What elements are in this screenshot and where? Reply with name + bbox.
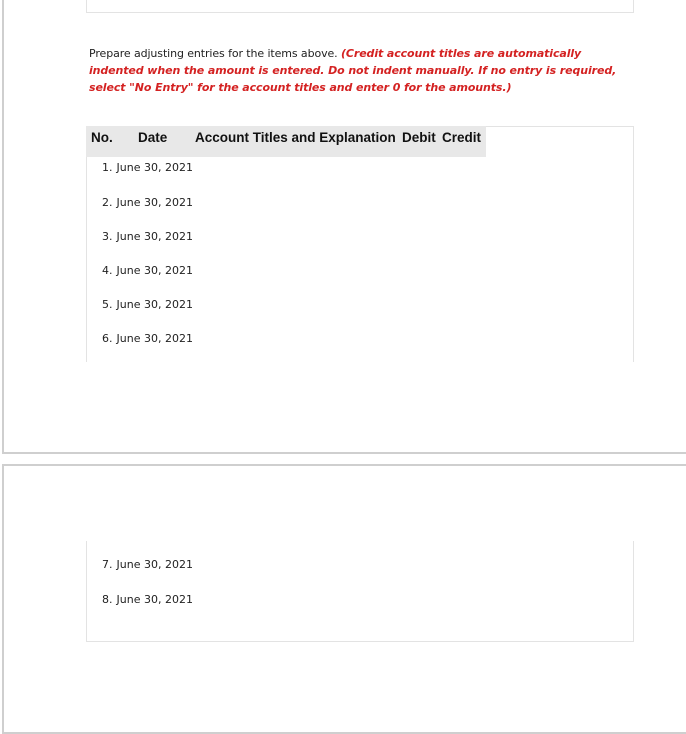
table-row bbox=[102, 558, 193, 571]
row-number: 5. bbox=[102, 298, 113, 311]
row-number: 6. bbox=[102, 332, 113, 345]
table-row bbox=[102, 332, 193, 345]
row-number: 4. bbox=[102, 264, 113, 277]
table-row bbox=[102, 264, 193, 277]
previous-table-box bbox=[86, 0, 634, 13]
header-account: Account Titles and Explanation bbox=[195, 130, 396, 145]
row-date: June 30, 2021 bbox=[116, 298, 193, 311]
instructions-warning: (Credit account titles are automatically indented when the amount is entered. Do not indent manually. If no entry is required, select "No Entry" for the account titles and enter 0 for the amounts.) bbox=[89, 47, 617, 94]
row-date: June 30, 2021 bbox=[116, 593, 193, 606]
table-row bbox=[102, 161, 193, 174]
header-debit: Debit bbox=[402, 130, 436, 145]
row-date: June 30, 2021 bbox=[116, 196, 193, 209]
instructions-paragraph bbox=[89, 45, 629, 96]
header-no: No. bbox=[91, 130, 113, 145]
journal-table-continued bbox=[86, 541, 634, 642]
row-number: 7. bbox=[102, 558, 113, 571]
row-date: June 30, 2021 bbox=[116, 558, 193, 571]
row-date: June 30, 2021 bbox=[116, 161, 193, 174]
header-credit: Credit bbox=[442, 130, 482, 145]
table-row bbox=[102, 196, 193, 209]
row-number: 1. bbox=[102, 161, 113, 174]
row-date: June 30, 2021 bbox=[116, 230, 193, 243]
row-date: June 30, 2021 bbox=[116, 264, 193, 277]
table-row bbox=[102, 230, 193, 243]
row-number: 2. bbox=[102, 196, 113, 209]
table-row bbox=[102, 298, 193, 311]
journal-table-header bbox=[86, 126, 486, 157]
row-date: June 30, 2021 bbox=[116, 332, 193, 345]
row-number: 8. bbox=[102, 593, 113, 606]
row-number: 3. bbox=[102, 230, 113, 243]
header-date: Date bbox=[138, 130, 168, 145]
instructions-text: Prepare adjusting entries for the items above. bbox=[89, 47, 338, 60]
table-row bbox=[102, 593, 193, 606]
